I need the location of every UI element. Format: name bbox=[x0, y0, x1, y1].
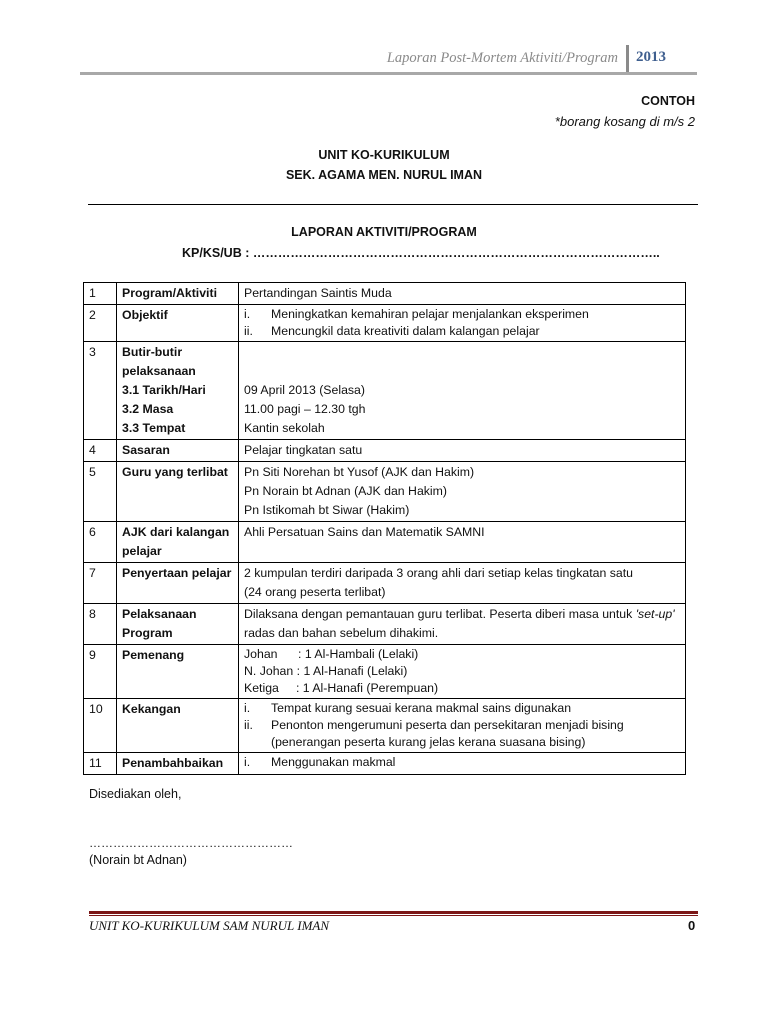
label-line: Program bbox=[122, 626, 173, 640]
row-value bbox=[239, 342, 686, 440]
row-number: 8 bbox=[84, 604, 117, 645]
list-marker: i. bbox=[244, 307, 251, 321]
row-value bbox=[239, 753, 686, 775]
header-rule bbox=[80, 72, 697, 75]
list-item bbox=[244, 754, 681, 771]
running-header-title: Laporan Post-Mortem Aktiviti/Program bbox=[386, 50, 618, 66]
time-value: 11.00 pagi – 12.30 tgh bbox=[244, 402, 366, 416]
row-value bbox=[239, 462, 686, 522]
row-value bbox=[239, 699, 686, 753]
header-year: 2013 bbox=[636, 49, 666, 65]
table-row bbox=[84, 753, 686, 775]
table-row bbox=[84, 604, 686, 645]
list-item bbox=[244, 700, 681, 717]
row-number: 4 bbox=[84, 440, 117, 462]
footer-rule-thin bbox=[89, 915, 698, 916]
teacher-entry: Pn Norain bt Adnan (AJK dan Hakim) bbox=[244, 484, 448, 498]
report-title: LAPORAN AKTIVITI/PROGRAM bbox=[291, 225, 477, 239]
label-line: Pelaksanaan bbox=[122, 607, 197, 621]
label-line: pelajar bbox=[122, 544, 162, 558]
row-value bbox=[239, 305, 686, 342]
table-row bbox=[84, 305, 686, 342]
row-label: Sasaran bbox=[117, 440, 239, 462]
unit-heading: UNIT KO-KURIKULUM bbox=[318, 148, 450, 162]
report-table bbox=[83, 282, 686, 775]
footer-rule bbox=[89, 911, 698, 914]
table-row bbox=[84, 462, 686, 522]
heading-rule bbox=[88, 204, 698, 205]
row-label bbox=[117, 522, 239, 563]
footer-text: UNIT KO-KURIKULUM SAM NURUL IMAN bbox=[89, 918, 330, 933]
header-separator bbox=[626, 45, 629, 73]
place-value: Kantin sekolah bbox=[244, 421, 325, 435]
row-label: Program/Aktiviti bbox=[117, 283, 239, 305]
winner-entry: Ketiga : 1 Al-Hanafi (Perempuan) bbox=[244, 681, 439, 695]
list-item bbox=[244, 323, 681, 340]
list-text: Tempat kurang sesuai kerana makmal sains digunakan bbox=[271, 701, 572, 715]
school-heading: SEK. AGAMA MEN. NURUL IMAN bbox=[285, 168, 483, 182]
row-number: 9 bbox=[84, 645, 117, 699]
prepared-by-label: Disediakan oleh, bbox=[89, 787, 182, 801]
teacher-entry: Pn Istikomah bt Siwar (Hakim) bbox=[244, 503, 410, 517]
row-label: Pemenang bbox=[117, 645, 239, 699]
row-label: Penyertaan pelajar bbox=[117, 563, 239, 604]
sub-label-time: 3.2 Masa bbox=[122, 402, 174, 416]
value-line: (24 orang peserta terlibat) bbox=[244, 585, 386, 599]
row-value: Ahli Persatuan Sains dan Matematik SAMNI bbox=[239, 522, 686, 563]
blank-form-note: *borang kosang di m/s 2 bbox=[554, 114, 695, 129]
row-number: 6 bbox=[84, 522, 117, 563]
preparer-name: (Norain bt Adnan) bbox=[89, 853, 187, 867]
list-marker: ii. bbox=[244, 324, 253, 338]
table-row bbox=[84, 283, 686, 305]
winner-entry: N. Johan : 1 Al-Hanafi (Lelaki) bbox=[244, 664, 408, 678]
row-label: Penambahbaikan bbox=[117, 753, 239, 775]
row-label bbox=[117, 342, 239, 440]
list-text: Penonton mengerumuni peserta dan persekitaran menjadi bising (penerangan peserta kurang jelas kerana suasana bising) bbox=[271, 718, 624, 749]
signature-line: …………………………………………… bbox=[89, 836, 293, 850]
row-label: Guru yang terlibat bbox=[117, 462, 239, 522]
row-number: 2 bbox=[84, 305, 117, 342]
row-value: Pertandingan Saintis Muda bbox=[239, 283, 686, 305]
date-value: 09 April 2013 (Selasa) bbox=[244, 383, 365, 397]
list-marker: i. bbox=[244, 701, 251, 715]
row-value bbox=[239, 604, 686, 645]
list-item bbox=[244, 306, 681, 323]
list-item bbox=[244, 717, 681, 751]
row-number: 1 bbox=[84, 283, 117, 305]
list-text: Meningkatkan kemahiran pelajar menjalankan eksperimen bbox=[271, 307, 589, 321]
table-row bbox=[84, 440, 686, 462]
list-text: Menggunakan makmal bbox=[271, 755, 396, 769]
value-emphasis: 'set-up' bbox=[635, 607, 675, 621]
row-value bbox=[239, 645, 686, 699]
list-marker: ii. bbox=[244, 718, 253, 732]
row-number: 3 bbox=[84, 342, 117, 440]
row-number: 10 bbox=[84, 699, 117, 753]
row-number: 5 bbox=[84, 462, 117, 522]
value-text: Dilaksana dengan pemantauan guru terlibat. Peserta diberi masa untuk bbox=[244, 607, 636, 621]
label-line: AJK dari kalangan bbox=[122, 525, 230, 539]
kp-line: KP/KS/UB : …………………………………………………………………………………….. bbox=[182, 246, 660, 260]
table-row bbox=[84, 563, 686, 604]
label-line: pelaksanaan bbox=[122, 364, 196, 378]
label-line: Butir-butir bbox=[122, 345, 183, 359]
list-text: Mencungkil data kreativiti dalam kalangan pelajar bbox=[271, 324, 540, 338]
row-value bbox=[239, 563, 686, 604]
row-number: 7 bbox=[84, 563, 117, 604]
table-row bbox=[84, 699, 686, 753]
table-row bbox=[84, 645, 686, 699]
value-line: 2 kumpulan terdiri daripada 3 orang ahli dari setiap kelas tingkatan satu bbox=[244, 566, 633, 580]
winner-entry: Johan : 1 Al-Hambali (Lelaki) bbox=[244, 647, 419, 661]
sub-label-date: 3.1 Tarikh/Hari bbox=[122, 383, 206, 397]
teacher-entry: Pn Siti Norehan bt Yusof (AJK dan Hakim) bbox=[244, 465, 475, 479]
sub-label-place: 3.3 Tempat bbox=[122, 421, 186, 435]
row-number: 11 bbox=[84, 753, 117, 775]
row-label: Kekangan bbox=[117, 699, 239, 753]
row-label: Objektif bbox=[117, 305, 239, 342]
row-label bbox=[117, 604, 239, 645]
table-row bbox=[84, 342, 686, 440]
value-text: radas dan bahan sebelum dihakimi. bbox=[244, 626, 439, 640]
row-value: Pelajar tingkatan satu bbox=[239, 440, 686, 462]
list-marker: i. bbox=[244, 755, 251, 769]
contoh-label: CONTOH bbox=[641, 94, 695, 108]
table-row bbox=[84, 522, 686, 563]
page-number: 0 bbox=[688, 918, 696, 933]
